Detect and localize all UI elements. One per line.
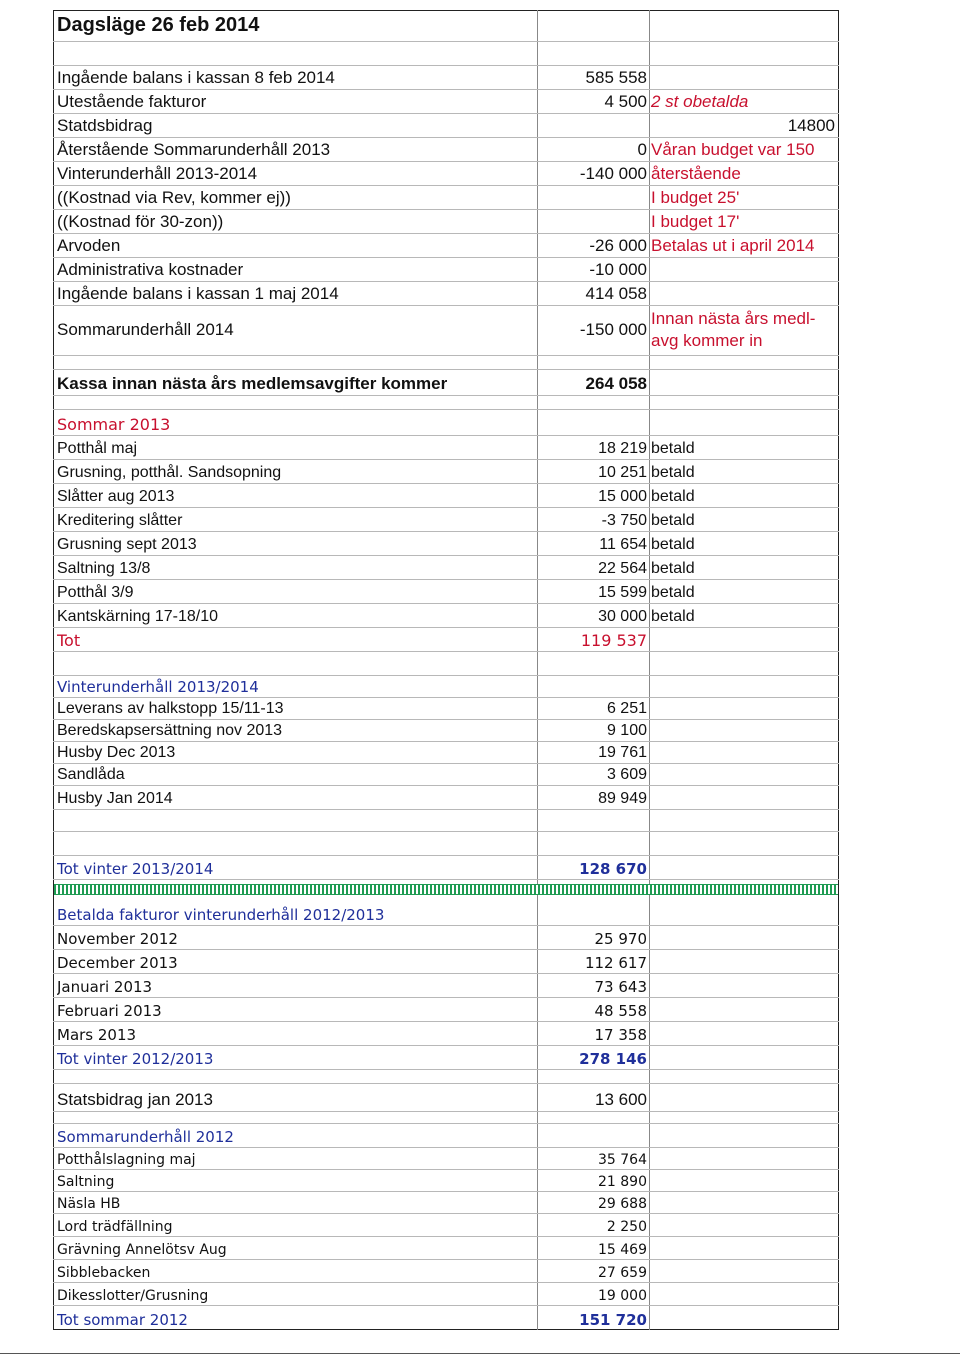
- row-value: -140 000: [579, 164, 647, 183]
- page-bottom-line: [0, 1353, 960, 1354]
- section-heading-row: [53, 902, 839, 926]
- table-row: [53, 580, 839, 604]
- row-label: Ingående balans i kassan 8 feb 2014: [57, 68, 335, 87]
- row-value: 21 890: [598, 1174, 647, 1190]
- total-label: Tot: [57, 631, 81, 650]
- row-label: Arvoden: [57, 236, 121, 255]
- row-value: 30 000: [598, 608, 647, 625]
- row-label: ((Kostnad för 30-zon)): [57, 212, 224, 231]
- row-value: 73 643: [594, 978, 647, 996]
- title-row: [53, 10, 839, 42]
- row-value: 48 558: [594, 1002, 647, 1020]
- table-row: [53, 1084, 839, 1112]
- row-value: -26 000: [589, 236, 647, 255]
- table-row: [53, 556, 839, 580]
- row-label: Kreditering slåtter: [57, 512, 183, 529]
- row-label: Lord trädfällning: [57, 1219, 173, 1235]
- empty-row: [53, 1112, 839, 1124]
- table-row: [53, 764, 839, 786]
- section-heading: Sommar 2013: [57, 415, 171, 434]
- table-row: [53, 508, 839, 532]
- row-label: Januari 2013: [57, 978, 153, 996]
- table-row: [53, 786, 839, 810]
- row-label: Kantskärning 17-18/10: [57, 608, 218, 625]
- row-label: Sommarunderhåll 2014: [57, 320, 234, 339]
- table-row: [53, 532, 839, 556]
- row-label: Potthål 3/9: [57, 584, 134, 601]
- table-row: [53, 162, 839, 186]
- table-row: [53, 306, 839, 356]
- row-label: Leverans av halkstopp 15/11-13: [57, 700, 284, 717]
- total-label: Tot vinter 2013/2014: [57, 860, 214, 878]
- table-row: [53, 114, 839, 138]
- row-label: December 2013: [57, 954, 178, 972]
- row-value: 19 761: [598, 744, 647, 761]
- row-value: 17 358: [594, 1026, 647, 1044]
- row-label: Husby Dec 2013: [57, 744, 176, 761]
- row-label: Beredskapsersättning nov 2013: [57, 722, 283, 739]
- row-label: Vinterunderhåll 2013-2014: [57, 164, 258, 183]
- row-note: Våran budget var 150: [651, 140, 815, 159]
- row-note: I budget 25': [651, 188, 740, 207]
- row-value: -150 000: [579, 320, 647, 339]
- row-value: 18 219: [598, 440, 647, 457]
- row-label: Husby Jan 2014: [57, 790, 173, 807]
- table-row: [53, 186, 839, 210]
- row-label: Grusning, potthål. Sandsopning: [57, 464, 282, 481]
- row-value: 4 500: [604, 92, 647, 111]
- row-value: 585 558: [585, 68, 647, 87]
- table-row: [53, 720, 839, 742]
- status-text: betald: [651, 536, 695, 553]
- row-label: Kassa innan nästa års medlemsavgifter kommer: [57, 374, 448, 393]
- row-value: 264 058: [585, 374, 647, 393]
- total-row: [53, 628, 839, 652]
- table-row: [53, 258, 839, 282]
- table-row: [53, 950, 839, 974]
- row-label: Potthål maj: [57, 440, 138, 457]
- status-text: betald: [651, 560, 695, 577]
- row-label: Ingående balans i kassan 1 maj 2014: [57, 284, 339, 303]
- empty-row: [53, 652, 839, 676]
- empty-row: [53, 810, 839, 832]
- empty-row: [53, 1070, 839, 1084]
- table-row: [53, 926, 839, 950]
- status-text: betald: [651, 488, 695, 505]
- row-value: 9 100: [606, 722, 647, 739]
- row-value: 19 000: [598, 1288, 647, 1304]
- row-value: 10 251: [598, 464, 647, 481]
- total-row: [53, 856, 839, 880]
- table-row: [53, 698, 839, 720]
- table-row: [53, 90, 839, 114]
- table-row: [53, 66, 839, 90]
- row-label: Slåtter aug 2013: [57, 488, 175, 505]
- table-row: [53, 436, 839, 460]
- section-heading-row: [53, 1124, 839, 1148]
- row-note: 2 st obetalda: [651, 92, 749, 111]
- row-value: 11 654: [599, 536, 647, 553]
- total-value: 119 537: [580, 631, 647, 650]
- empty-row: [53, 396, 839, 410]
- total-value: 151 720: [579, 1311, 647, 1329]
- row-label: Återstående Sommarunderhåll 2013: [57, 140, 331, 159]
- row-value: 27 659: [598, 1265, 647, 1281]
- table-row: [53, 1237, 839, 1260]
- row-note: [651, 306, 837, 355]
- total-row: [53, 370, 839, 396]
- table-row: [53, 1022, 839, 1046]
- empty-row: [53, 42, 839, 66]
- table-row: [53, 1170, 839, 1192]
- total-label: Tot sommar 2012: [57, 1311, 188, 1329]
- row-label: Sandlåda: [57, 766, 125, 783]
- row-value: 3 609: [606, 766, 647, 783]
- status-text: betald: [651, 512, 695, 529]
- table-row: [53, 138, 839, 162]
- empty-row: [53, 832, 839, 856]
- table-row: [53, 1283, 839, 1306]
- row-label: Saltning 13/8: [57, 560, 151, 577]
- row-label: Statdsbidrag: [57, 116, 153, 135]
- page-title: Dagsläge 26 feb 2014: [57, 14, 260, 36]
- row-value-far: 14800: [787, 116, 835, 135]
- table-row: [53, 998, 839, 1022]
- row-label: ((Kostnad via Rev, kommer ej)): [57, 188, 291, 207]
- row-note: Betalas ut i april 2014: [651, 236, 815, 255]
- table-row: [53, 742, 839, 764]
- table-row: [53, 1260, 839, 1283]
- table-row: [53, 484, 839, 508]
- status-text: betald: [651, 608, 695, 625]
- row-label: Utestående fakturor: [57, 92, 207, 111]
- table-row: [53, 1214, 839, 1237]
- row-value: 13 600: [595, 1090, 647, 1109]
- status-text: betald: [651, 440, 695, 457]
- row-note: I budget 17': [651, 212, 740, 231]
- section-heading-row: [53, 410, 839, 436]
- table-row: [53, 282, 839, 306]
- note-line: avg kommer in: [651, 331, 763, 350]
- row-value: 35 764: [598, 1152, 647, 1168]
- row-value: 25 970: [594, 930, 647, 948]
- row-value: 2 250: [606, 1219, 647, 1235]
- status-text: betald: [651, 464, 695, 481]
- row-label: Potthålslagning maj: [57, 1152, 196, 1168]
- row-label: Administrativa kostnader: [57, 260, 244, 279]
- hatched-separator: [54, 884, 838, 895]
- row-label: Mars 2013: [57, 1026, 137, 1044]
- section-heading: Sommarunderhåll 2012: [57, 1128, 234, 1146]
- row-label: Saltning: [57, 1174, 115, 1190]
- empty-row: [53, 356, 839, 370]
- row-label: Näsla HB: [57, 1196, 121, 1212]
- row-value: 29 688: [598, 1196, 647, 1212]
- row-value: 22 564: [598, 560, 647, 577]
- row-label: Februari 2013: [57, 1002, 162, 1020]
- row-label: Statsbidrag jan 2013: [57, 1090, 213, 1109]
- total-row: [53, 1046, 839, 1070]
- row-label: November 2012: [57, 930, 178, 948]
- row-value: 15 000: [598, 488, 647, 505]
- section-heading-row: [53, 676, 839, 698]
- row-value: -3 750: [601, 512, 647, 529]
- table-row: [53, 1192, 839, 1214]
- table-row: [53, 210, 839, 234]
- row-label: Sibblebacken: [57, 1265, 151, 1281]
- row-label: Grävning Annelötsv Aug: [57, 1242, 227, 1258]
- row-value: 112 617: [584, 954, 647, 972]
- note-line: Innan nästa års medl-: [651, 309, 816, 328]
- row-value: -10 000: [589, 260, 647, 279]
- row-value: 0: [637, 140, 647, 159]
- row-label: Dikesslotter/Grusning: [57, 1288, 209, 1304]
- total-label: Tot vinter 2012/2013: [57, 1050, 214, 1068]
- table-row: [53, 604, 839, 628]
- row-value: 15 599: [598, 584, 647, 601]
- row-note: återstående: [651, 164, 741, 183]
- total-value: 278 146: [579, 1050, 647, 1068]
- total-value: 128 670: [579, 860, 647, 878]
- table-row: [53, 974, 839, 998]
- row-value: 89 949: [598, 790, 647, 807]
- section-heading: Vinterunderhåll 2013/2014: [57, 678, 259, 696]
- row-value: 15 469: [598, 1242, 647, 1258]
- row-value: 414 058: [585, 284, 647, 303]
- status-text: betald: [651, 584, 695, 601]
- section-heading: Betalda fakturor vinterunderhåll 2012/2013: [57, 906, 385, 924]
- total-row: [53, 1306, 839, 1330]
- row-value: 6 251: [606, 700, 647, 717]
- row-label: Grusning sept 2013: [57, 536, 197, 553]
- table-row: [53, 1148, 839, 1170]
- table-row: [53, 460, 839, 484]
- table-row: [53, 234, 839, 258]
